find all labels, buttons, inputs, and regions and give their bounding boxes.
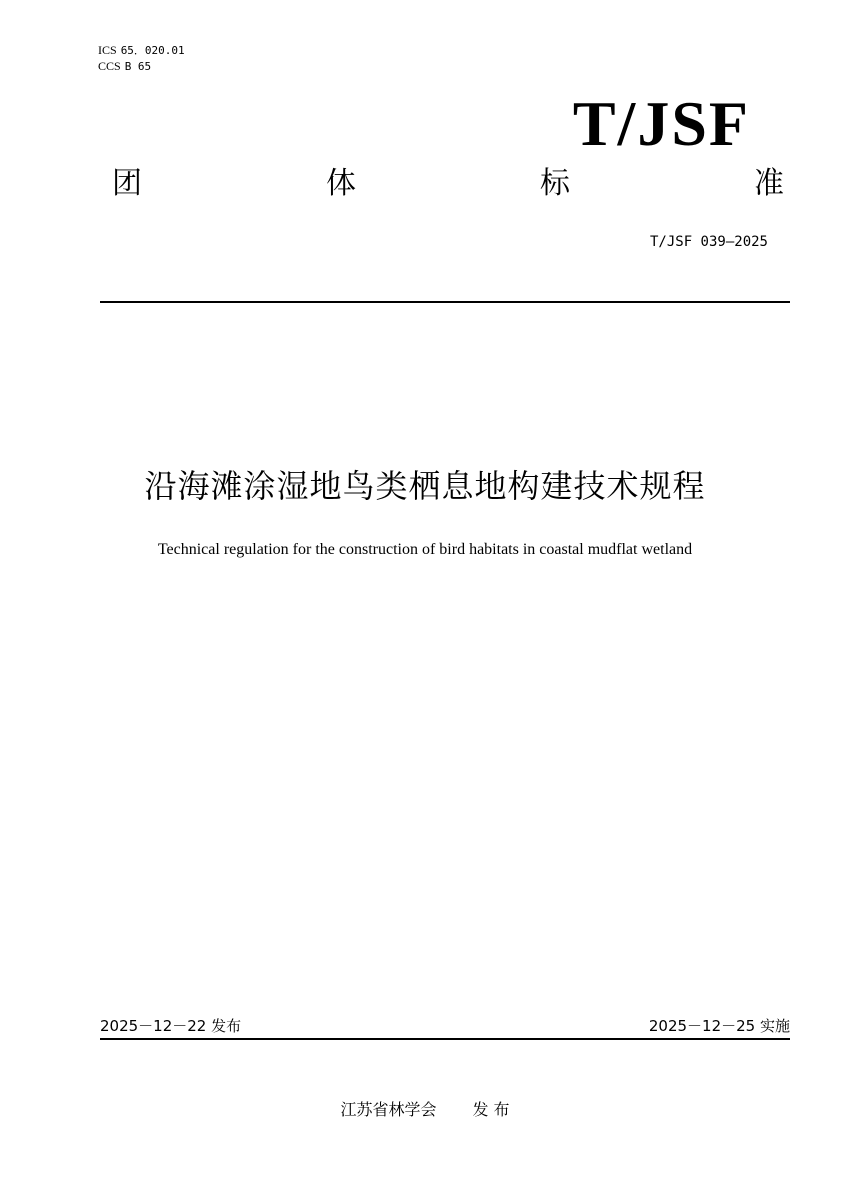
standard-type-char-1: 团	[112, 166, 142, 201]
ics-value: 65．020.01	[120, 44, 185, 57]
ccs-row	[98, 58, 185, 74]
publisher-org: 江苏省林学会	[340, 1100, 437, 1119]
classification-codes	[98, 42, 185, 74]
ics-row	[98, 42, 185, 58]
standard-code: T/JSF 039—2025	[649, 234, 768, 250]
standard-type-char-4: 准	[754, 166, 784, 201]
date-row	[100, 1015, 790, 1037]
standard-type-char-3: 标	[540, 166, 570, 201]
ccs-label: CCS	[98, 59, 121, 73]
footer-divider	[100, 1038, 790, 1040]
document-title-en: Technical regulation for the construction of bird habitats in coastal mudflat wetland	[157, 541, 693, 558]
implementation-date: 2025－12－25 实施	[648, 1017, 790, 1035]
header-divider	[100, 301, 790, 303]
ics-label: ICS	[98, 43, 117, 57]
issue-date: 2025－12－22 发布	[100, 1017, 242, 1035]
standard-type-heading	[112, 164, 784, 204]
standard-type-char-2: 体	[326, 166, 356, 201]
publisher-action: 发 布	[472, 1100, 510, 1119]
publisher-line	[0, 1099, 850, 1121]
document-title-cn: 沿海滩涂湿地鸟类栖息地构建技术规程	[144, 467, 706, 505]
standard-logo: T/JSF	[572, 88, 750, 159]
ccs-value: B 65	[124, 60, 152, 73]
